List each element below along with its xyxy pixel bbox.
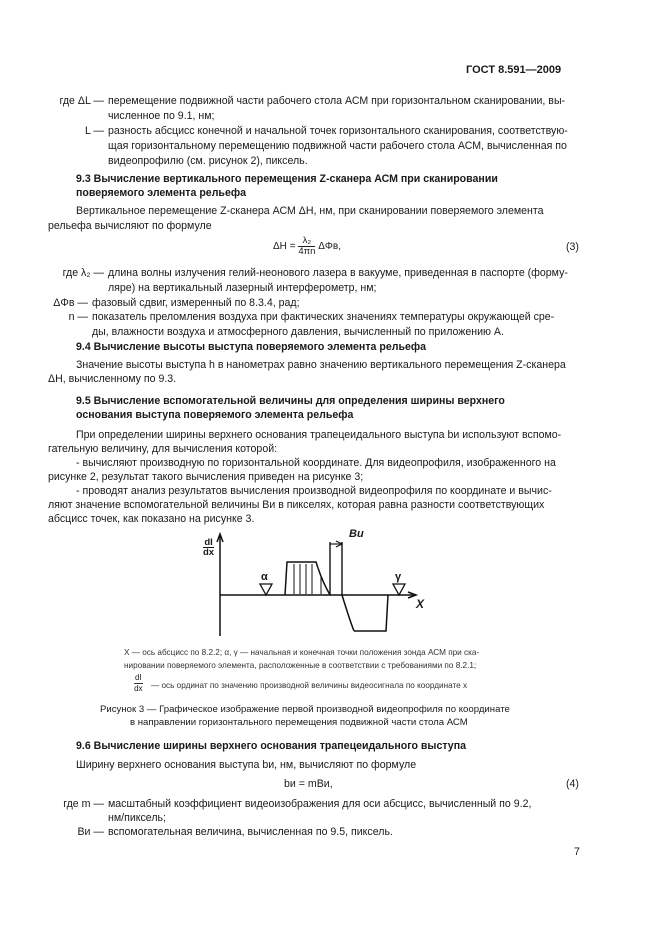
section-9-3-heading-line-1: 9.3 Вычисление вертикального перемещения Z-сканера АСМ при сканировании <box>76 173 498 185</box>
section-9-5-heading-line-1: 9.5 Вычисление вспомогательной величины для определения ширины верхнего <box>76 395 505 407</box>
where-l-line-1: разность абсцисс конечной и начальной точек горизонтального сканирования, соответствую- <box>108 125 568 137</box>
figure-3-derivative-plot <box>190 528 430 640</box>
alpha-label: α <box>261 571 268 583</box>
where-n-line-1: показатель преломления воздуха при фактических значениях температуры окружающей сре- <box>92 311 555 323</box>
figure-3-note-fraction-numerator: dI <box>135 673 142 682</box>
figure-3-note-line-1: X — ось абсцисс по 8.2.2; α, γ — начальная и конечная точки положения зонда АСМ при ска- <box>124 648 480 657</box>
formula-3-denominator: 4πn <box>298 246 316 257</box>
section-9-4-heading: 9.4 Вычисление высоты выступа поверяемого элемента рельефа <box>76 341 427 353</box>
where-m-symbol: где m — <box>63 798 104 810</box>
y-axis-label-numerator: dI <box>204 537 213 548</box>
gamma-label: γ <box>395 571 402 583</box>
where-n-symbol: n — <box>68 311 88 323</box>
negative-pulse-edge <box>342 595 354 631</box>
formula-3-lhs: ΔH = <box>273 241 296 253</box>
formula-3-numerator: λ₂ <box>298 236 315 247</box>
alpha-marker <box>260 584 272 595</box>
where-b-line-1: вспомогательная величина, вычисленная по 9.5, пиксель. <box>108 826 393 838</box>
page-number: 7 <box>574 846 580 858</box>
where-l-line-3: видеопрофилю (см. рисунок 2), пиксель. <box>108 155 308 167</box>
section-9-5-paragraph-3-line-2: ляют значение вспомогательной величины Bи в пикселях, которая равна разности соответствующих <box>48 499 545 511</box>
formula-3 <box>273 236 341 257</box>
section-9-6-paragraph: Ширину верхнего основания выступа bи, нм, вычисляют по формуле <box>76 759 417 771</box>
where-b-symbol: Bи — <box>77 826 104 838</box>
where-n-line-2: ды, влажности воздуха и атмосферного давления, вычисленный по приложению А. <box>92 326 504 338</box>
where-phi-line-1: фазовый сдвиг, измеренный по 8.3.4, рад; <box>92 297 300 309</box>
section-9-5-paragraph-2-line-2: рисунке 2, результат такого вычисления приведен на рисунке 3; <box>48 471 364 483</box>
formula-3-number: (3) <box>566 241 579 253</box>
formula-3-fraction <box>298 236 315 257</box>
figure-3-caption-line-1: Рисунок 3 — Графическое изображение первой производной видеопрофиля по координате <box>100 704 510 715</box>
where-delta-l-line-2: численное по 9.1, нм; <box>108 110 215 122</box>
where-lambda-symbol: где λ₂ — <box>62 267 104 279</box>
where-l-line-2: щая горизонтальному перемещению подвижной части рабочего стола АСМ, вычисленная по <box>108 140 567 152</box>
figure-3-note-fraction <box>134 673 143 694</box>
section-9-3-paragraph-line-1: Вертикальное перемещение Z-сканера АСМ ΔH, нм, при сканировании поверяемого элемента <box>76 205 544 217</box>
y-axis-label-denominator: dx <box>203 547 215 558</box>
formula-3-rhs: ΔΦв, <box>318 241 341 253</box>
figure-3-note-line-3: — ось ординат по значению производной величины видеосигнала по координате x <box>151 681 468 690</box>
formula-4-number: (4) <box>566 778 579 790</box>
section-9-3-paragraph-line-2: рельефа вычисляют по формуле <box>48 220 212 232</box>
y-axis-label <box>203 538 214 557</box>
positive-pulse-hatching <box>294 564 321 594</box>
b-marker-label: Bи <box>349 528 364 540</box>
section-9-5-paragraph-3-line-1: - проводят анализ результатов вычисления производной видеопрофиля по координате и вычис- <box>76 485 552 497</box>
where-delta-l-line-1: перемещение подвижной части рабочего стола АСМ при горизонтальном сканировании, вы- <box>108 95 566 107</box>
gamma-marker <box>393 584 405 595</box>
figure-3-caption-line-2: в направлении горизонтального перемещения подвижной части стола АСМ <box>130 717 468 728</box>
positive-pulse-decay <box>318 568 330 595</box>
figure-3-note-fraction-denominator: dx <box>134 684 143 693</box>
where-m-line-2: нм/пиксель; <box>108 812 166 824</box>
formula-4: bи = mBи, <box>284 778 333 790</box>
figure-3-note-line-2: нировании поверяемого элемента, расположенные в соответствии с требованиями по 8.2.1; <box>124 661 477 670</box>
section-9-5-heading-line-2: основания выступа поверяемого элемента рельефа <box>76 409 354 421</box>
section-9-6-heading: 9.6 Вычисление ширины верхнего основания трапецеидального выступа <box>76 740 466 752</box>
x-axis-label: X <box>416 597 425 611</box>
where-delta-l-symbol: где ΔL — <box>59 95 104 107</box>
where-lambda-line-2: ляре) на вертикальный лазерный интерферометр, нм; <box>108 282 377 294</box>
where-phi-symbol: ΔΦв — <box>53 297 88 309</box>
section-9-3-heading-line-2: поверяемого элемента рельефа <box>76 187 246 199</box>
section-9-5-paragraph-1-line-2: гательную величину, для вычисления которой: <box>48 443 278 455</box>
negative-pulse <box>354 595 388 631</box>
where-lambda-line-1: длина волны излучения гелий-неонового лазера в вакууме, приведенная в паспорте (форму- <box>108 267 568 279</box>
section-9-4-paragraph-line-1: Значение высоты выступа h в нанометрах равно значению вертикального перемещения Z-сканера <box>76 359 566 371</box>
section-9-5-paragraph-1-line-1: При определении ширины верхнего основания трапецеидального выступа bи используют вспомо- <box>76 429 562 441</box>
section-9-5-paragraph-3-line-3: абсцисс точек, как показано на рисунке 3. <box>48 513 255 525</box>
section-9-5-paragraph-2-line-1: - вычисляют производную по горизонтальной координате. Для видеопрофиля, изображенного на <box>76 457 556 469</box>
positive-pulse <box>285 562 318 595</box>
section-9-4-paragraph-line-2: ΔH, вычисленному по 9.3. <box>48 373 177 385</box>
where-m-line-1: масштабный коэффициент видеоизображения для оси абсцисс, вычисленный по 9.2, <box>108 798 532 810</box>
standard-number: ГОСТ 8.591—2009 <box>466 64 562 76</box>
where-l-symbol: L — <box>84 125 104 137</box>
